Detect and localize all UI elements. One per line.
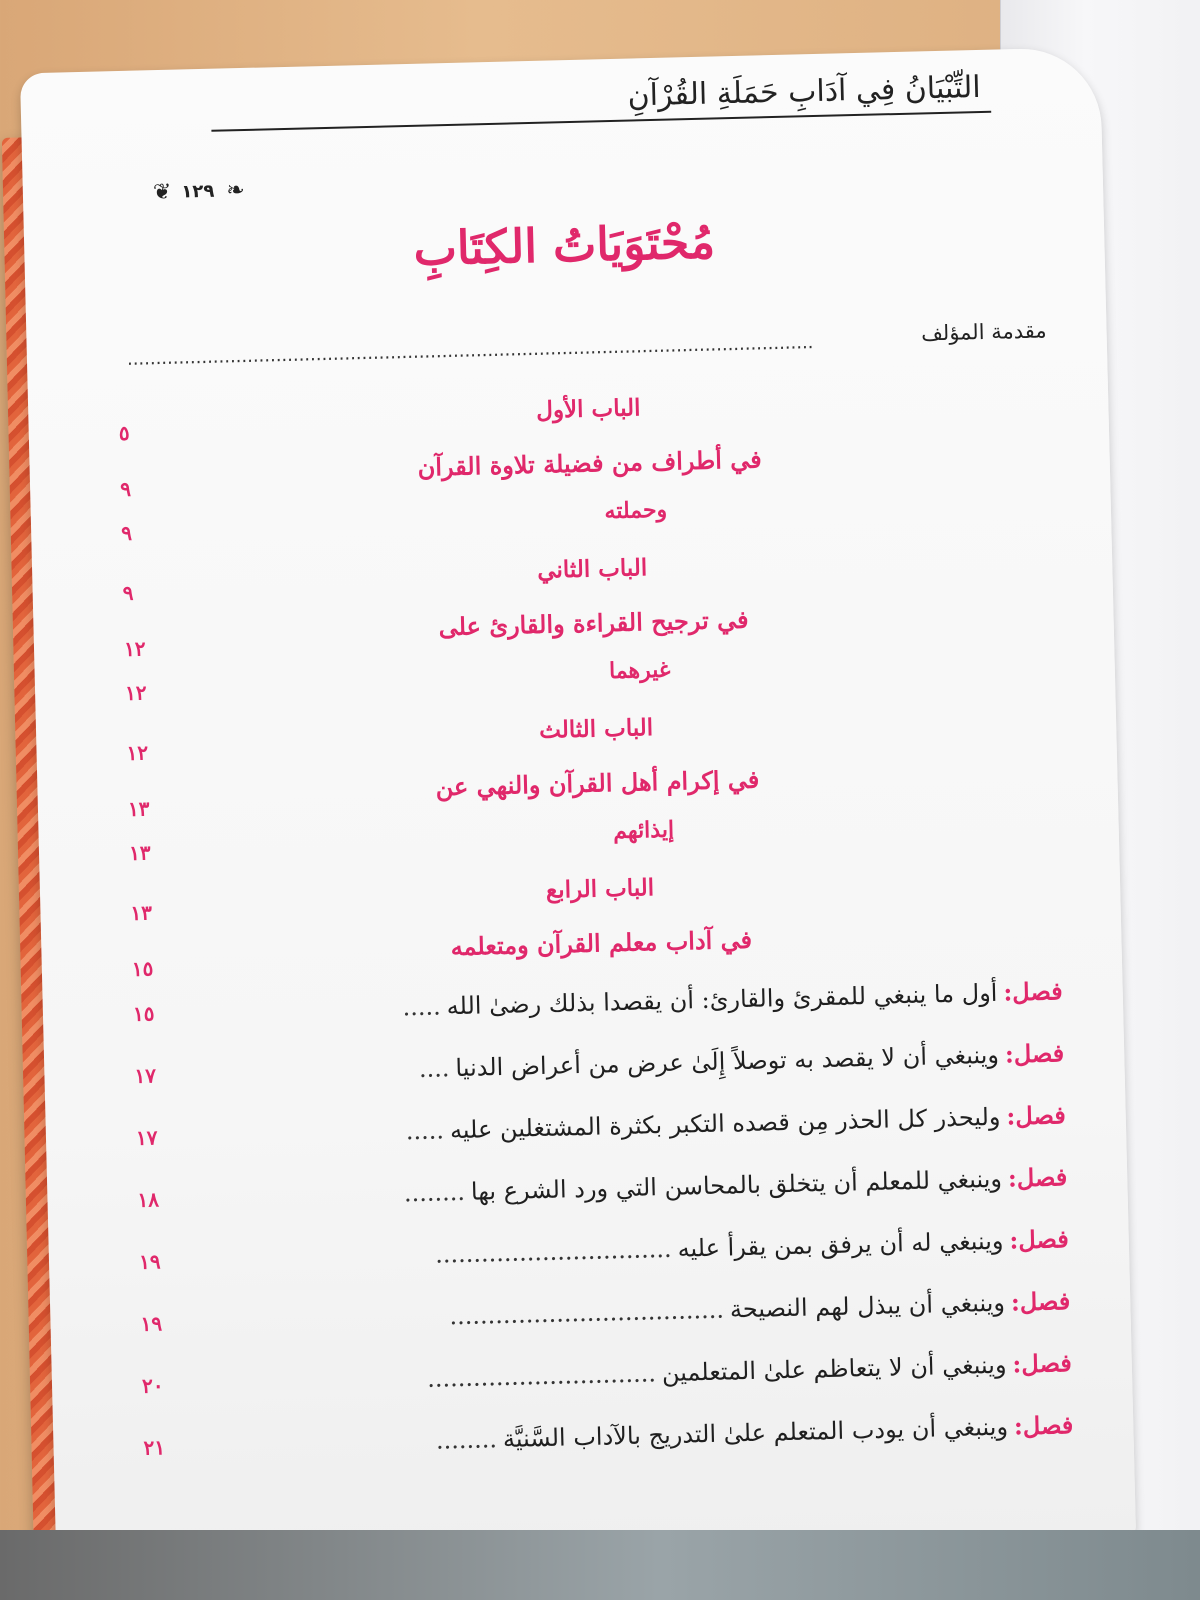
entry-page: ١٩ <box>140 1311 163 1336</box>
dot-leader: .... <box>418 1054 450 1083</box>
running-title: التِّبْيَانُ فِي آدَابِ حَمَلَةِ القُرْآنِ <box>627 69 982 114</box>
fasl-label: فصل: <box>1007 1162 1068 1193</box>
book-page <box>20 47 1136 1563</box>
fasl-label: فصل: <box>1003 976 1064 1007</box>
entry-page: ١٧ <box>135 1125 158 1150</box>
chapter-subtitle: في أطراف من فضيلة تلاوة القرآن ٩ <box>129 424 1050 502</box>
dot-leader: ........ <box>403 1177 466 1208</box>
entry-page: ١٨ <box>137 1187 160 1212</box>
chapter-heading: الباب الأول ٥ <box>128 372 1049 446</box>
fasl-label: فصل: <box>1010 1286 1071 1317</box>
page-title: مُحْتَوَيَاتُ الكِتَابِ <box>412 214 716 276</box>
page-number-row <box>153 176 334 205</box>
chapter-subtitle-continued-page: ١٣ <box>128 840 151 865</box>
chapter-heading-page: ٩ <box>122 580 134 606</box>
entry-title: وينبغي له أن يرفق بمن يقرأ عليه <box>677 1226 1004 1263</box>
entry-title: وينبغي أن لا يتعاظم علىٰ المتعلمين <box>661 1350 1007 1388</box>
ornament-right-icon: ❧ <box>225 178 244 204</box>
page-header <box>210 70 991 132</box>
chapter-section <box>118 372 1052 554</box>
table-of-contents <box>118 318 1075 1478</box>
chapter-section <box>126 692 1060 874</box>
entry-title: وينبغي أن لا يقصد به توصلاً إِلَىٰ عرض من أعراض الدنيا <box>455 1040 1000 1083</box>
entry-title: وليحذر كل الحذر مِن قصده التكبر بكثرة المشتغلين عليه <box>449 1102 1001 1145</box>
entry-page: ١٩ <box>138 1249 161 1274</box>
fasl-label: فصل: <box>1013 1410 1074 1441</box>
chapter-subtitle-page: ٩ <box>119 476 132 502</box>
dot-leader: ........ <box>435 1425 498 1455</box>
chapter-subtitle-continued: إيذائهم ١٣ <box>138 800 1059 874</box>
chapter-heading: الباب الثالث ١٢ <box>136 692 1057 766</box>
chapter-subtitle: في إكرام أهل القرآن والنهي عن ١٣ <box>137 744 1058 822</box>
intro-label: مقدمة المؤلف <box>920 318 1047 346</box>
dot-leader: ............................... <box>434 1234 672 1269</box>
entry-page: ١٧ <box>134 1063 157 1088</box>
fasl-label: فصل: <box>1004 1038 1065 1069</box>
chapter-subtitle-continued: غيرهما ١٢ <box>134 640 1055 714</box>
chapter-heading-page: ١٣ <box>130 900 153 925</box>
chapter-subtitle-continued-page: ٩ <box>120 520 133 546</box>
entry-page: ٢٠ <box>141 1373 164 1398</box>
chapter-subtitle: في ترجيح القراءة والقارئ على ١٢ <box>133 584 1054 662</box>
fasl-label: فصل: <box>1012 1348 1073 1379</box>
chapter-subtitle: في آداب معلم القرآن ومتعلمه ١٥ <box>141 904 1062 982</box>
chapter-heading: الباب الثاني ٩ <box>132 532 1053 606</box>
chapter-subtitle-continued-page: ١٢ <box>124 680 147 706</box>
dot-leader: .................................... <box>449 1295 725 1331</box>
chapter-heading: الباب الرابع ١٣ <box>140 852 1061 926</box>
chapters-list <box>118 372 1062 982</box>
dot-leader: ..... <box>402 992 442 1022</box>
page-number: ١٢٩ <box>181 180 215 203</box>
fasl-label: فصل: <box>1006 1100 1067 1131</box>
chapter-subtitle-page: ١٥ <box>131 956 154 981</box>
fasl-label: فصل: <box>1009 1224 1070 1255</box>
chapter-subtitle-page: ١٣ <box>127 796 150 821</box>
entry-page: ١٥ <box>132 1001 155 1026</box>
chapter-heading-page: ٥ <box>118 420 130 446</box>
entry-title: وينبغي أن يودب المتعلم علىٰ التدريج بالآداب السَّنيَّة <box>502 1412 1009 1454</box>
entry-title: وينبغي أن يبذل لهم النصيحة <box>729 1288 1006 1324</box>
entry-title: وينبغي للمعلم أن يتخلق بالمحاسن التي ورد الشرع بها <box>470 1164 1003 1206</box>
ornament-left-icon: ❦ <box>152 179 170 206</box>
chapter-subtitle-continued: وحملته ٩ <box>130 480 1051 554</box>
desk-edge <box>0 1530 1200 1600</box>
chapter-heading-page: ١٢ <box>126 740 149 766</box>
entry-page: ٢١ <box>143 1435 166 1460</box>
dot-leader: .............................. <box>426 1359 657 1393</box>
entry-title: أول ما ينبغي للمقرئ والقارئ: أن يقصدا بذلك رضىٰ الله <box>446 978 998 1021</box>
fasl-list <box>132 960 1074 1478</box>
dot-leader: ........................................................................................................................ <box>126 332 814 370</box>
dot-leader: ..... <box>405 1116 445 1146</box>
chapter-subtitle-page: ١٢ <box>123 636 146 662</box>
chapter-section <box>122 532 1056 714</box>
